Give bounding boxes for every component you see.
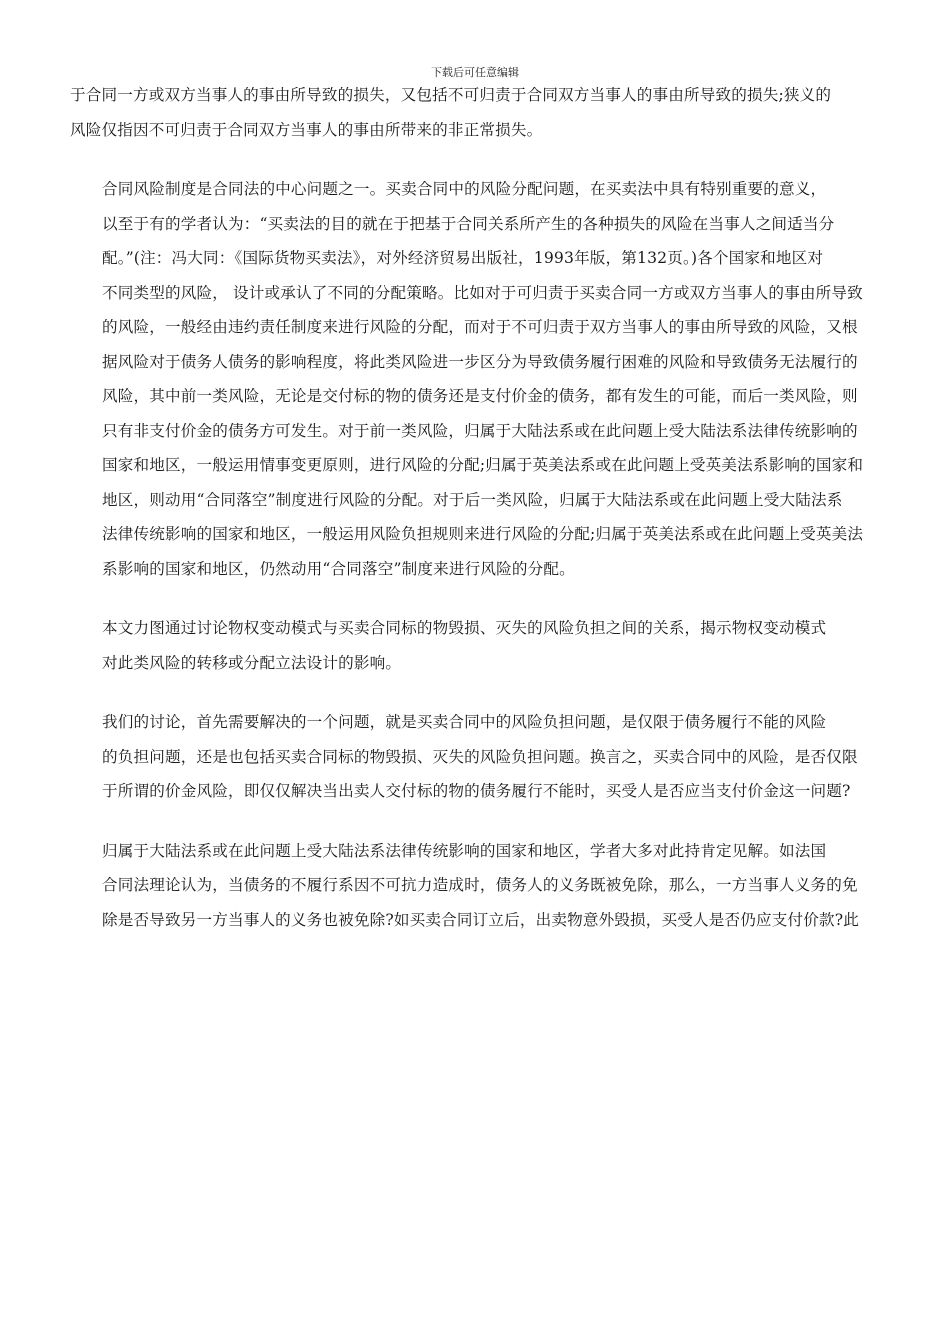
- text-line: 风险，其中前一类风险，无论是交付标的物的债务还是支付价金的债务，都有发生的可能，而后一类风险，则: [102, 387, 858, 405]
- text-line: 本文力图通过讨论物权变动模式与买卖合同标的物毁损、灭失的风险负担之间的关系，揭示物权变动模式: [102, 619, 827, 637]
- paragraph-1: [70, 78, 882, 147]
- text-line: 除是否导致另一方当事人的义务也被免除?如买卖合同订立后，出卖物意外毁损，买受人是否仍应支付价款?此: [102, 910, 859, 929]
- paragraph-4: [70, 705, 882, 809]
- text-line: 据风险对于债务人债务的影响程度，将此类风险进一步区分为导致债务履行困难的风险和导致债务无法履行的: [102, 352, 858, 371]
- paragraph-5: [70, 834, 882, 938]
- page-header: 下载后可任意编辑: [431, 66, 519, 79]
- text-line: 我们的讨论，首先需要解决的一个问题，就是买卖合同中的风险负担问题，是仅限于债务履行不能的风险: [102, 713, 827, 731]
- text-line: 合同风险制度是合同法的中心问题之一。买卖合同中的风险分配问题，在买卖法中具有特别重要的意义，: [102, 180, 827, 198]
- text-line: 法律传统影响的国家和地区，一般运用风险负担规则来进行风险的分配;归属于英美法系或在此问题上受英美法: [102, 525, 864, 543]
- text-line: 国家和地区，一般运用情事变更原则，进行风险的分配;归属于英美法系或在此问题上受英美法系影响的国家和: [102, 456, 864, 474]
- text-line: 地区，则动用“合同落空”制度进行风险的分配。对于后一类风险，归属于大陆法系或在此问题上受大陆法系: [102, 490, 843, 509]
- paragraph-3: [70, 611, 882, 680]
- text-line: 合同法理论认为，当债务的不履行系因不可抗力造成时，债务人的义务既被免除，那么，一方当事人义务的免: [102, 876, 858, 894]
- text-line: 于所谓的价金风险，即仅仅解决当出卖人交付标的物的债务履行不能时，买受人是否应当支付价金这一问题?: [102, 782, 851, 800]
- text-line: 对此类风险的转移或分配立法设计的影响。: [102, 653, 402, 672]
- text-line: 的负担问题，还是也包括买卖合同标的物毁损、灭失的风险负担问题。换言之，买卖合同中的风险，是否仅限: [102, 747, 858, 766]
- text-line: 系影响的国家和地区，仍然动用“合同落空”制度来进行风险的分配。: [102, 559, 575, 578]
- paragraph-2: [70, 172, 882, 586]
- text-line: 以至于有的学者认为：“买卖法的目的就在于把基于合同关系所产生的各种损失的风险在当事人之间适当分: [102, 214, 835, 233]
- text-line: 不同类型的风险， 设计或承认了不同的分配策略。比如对于可归责于买卖合同一方或双方当事人的事由所导致: [102, 283, 863, 302]
- text-line: 的风险，一般经由违约责任制度来进行风险的分配，而对于不可归责于双方当事人的事由所导致的风险，又根: [102, 318, 858, 336]
- document-body: [70, 78, 882, 962]
- text-line: 风险仅指因不可归责于合同双方当事人的事由所带来的非正常损失。: [70, 120, 543, 139]
- text-line: 归属于大陆法系或在此问题上受大陆法系法律传统影响的国家和地区，学者大多对此持肯定见解。如法国: [102, 841, 827, 860]
- text-line: 于合同一方或双方当事人的事由所导致的损失，又包括不可归责于合同双方当事人的事由所导致的损失;狭义的: [70, 86, 832, 104]
- text-line: 只有非支付价金的债务方可发生。对于前一类风险，归属于大陆法系或在此问题上受大陆法系法律传统影响的: [102, 421, 858, 440]
- text-line: 配。”(注：冯大同：《国际货物买卖法》，对外经济贸易出版社，1993年版，第132页。)各个国家和地区对: [102, 249, 824, 267]
